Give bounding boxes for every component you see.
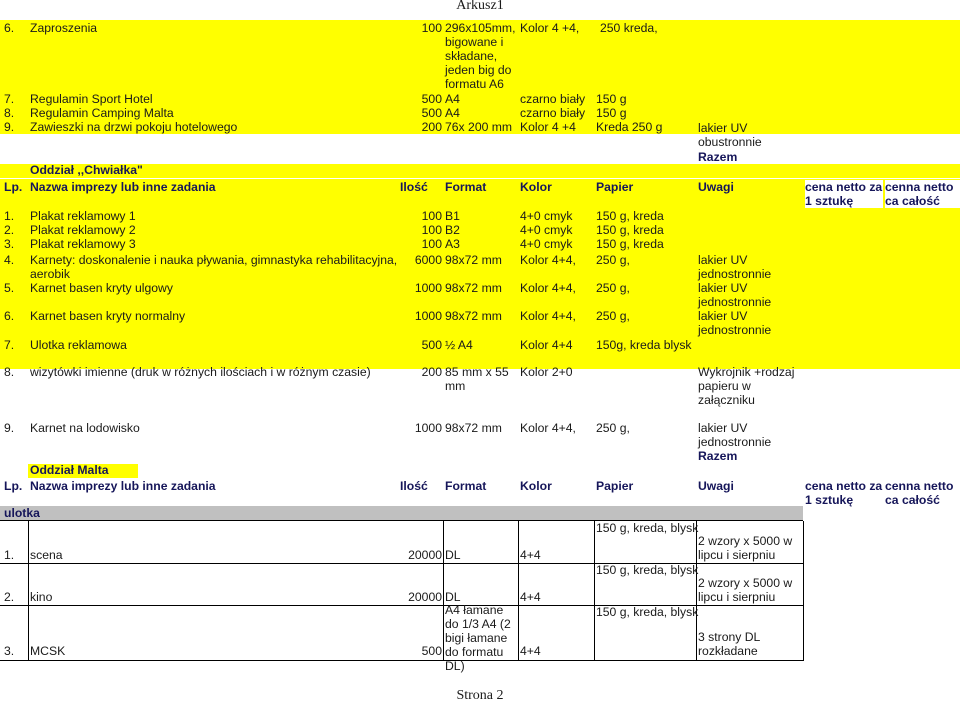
row-format: A4 xyxy=(445,92,460,106)
row-notes: lakier UV obustronnie xyxy=(698,121,762,149)
row-qty: 1000 xyxy=(414,281,442,295)
row-format: 85 mm x 55 mm xyxy=(445,365,509,393)
row-qty: 100 xyxy=(421,209,442,223)
header-notes: Uwagi xyxy=(698,180,734,194)
row-format: 98x72 mm xyxy=(445,421,502,435)
row-qty: 200 xyxy=(421,365,442,379)
row-qty: 500 xyxy=(421,92,442,106)
header-price-unit: cena netto za 1 sztukę xyxy=(805,479,883,507)
row-lp: 4. xyxy=(4,253,15,267)
row-lp: 7. xyxy=(4,338,15,352)
row-lp: 5. xyxy=(4,281,15,295)
row-paper: 250 g, xyxy=(596,253,630,267)
header-price-unit: cena netto za 1 sztukę xyxy=(805,180,883,208)
row-notes: 2 wzory x 5000 w lipcu i sierpniu xyxy=(698,576,793,604)
row-color: 4+0 cmyk xyxy=(520,223,573,237)
row-paper: 150 g, kreda, blysk xyxy=(596,563,699,577)
row-format: B2 xyxy=(445,223,460,237)
row-notes: lakier UV jednostronnie xyxy=(698,421,772,449)
row-color: czarno biały xyxy=(520,92,586,106)
header-paper: Papier xyxy=(596,479,634,493)
row-format: A3 xyxy=(445,237,460,251)
row-paper: 250 g, xyxy=(596,309,630,323)
row-color: Kolor 4 +4, xyxy=(520,21,580,35)
row-color: Kolor 4+4, xyxy=(520,281,576,295)
row-qty: 20000 xyxy=(408,548,442,562)
row-lp: 1. xyxy=(4,209,15,223)
header-color: Kolor xyxy=(520,180,552,194)
row-paper: 250 g, xyxy=(596,281,630,295)
row-color: Kolor 4+4 xyxy=(520,338,573,352)
header-format: Format xyxy=(445,180,487,194)
row-name: Regulamin Camping Malta xyxy=(30,106,174,120)
row-color: Kolor 2+0 xyxy=(520,365,573,379)
header-color: Kolor xyxy=(520,479,552,493)
row-name: Ulotka reklamowa xyxy=(30,338,127,352)
row-name: Plakat reklamowy 3 xyxy=(30,237,136,251)
row-color: 4+0 cmyk xyxy=(520,237,573,251)
row-name: wizytówki imienne (druk w różnych ilościach i w różnym czasie) xyxy=(30,365,371,379)
row-lp: 6. xyxy=(4,309,15,323)
row-paper: 150 g, kreda xyxy=(596,237,664,251)
row-paper: 150 g, kreda, blysk xyxy=(596,521,699,535)
row-lp: 8. xyxy=(4,106,15,120)
row-color: Kolor 4+4, xyxy=(520,421,576,435)
row-color: Kolor 4+4, xyxy=(520,253,576,267)
row-name: Regulamin Sport Hotel xyxy=(30,92,153,106)
section-title-bar xyxy=(0,164,960,178)
row-paper: 150 g xyxy=(596,92,627,106)
row-qty: 100 xyxy=(421,21,442,35)
row-name: kino xyxy=(30,590,53,604)
row-format: ½ A4 xyxy=(445,338,473,352)
row-qty: 100 xyxy=(421,223,442,237)
row-color: 4+4 xyxy=(520,644,541,658)
section-title: Oddział ,,Chwiałka" xyxy=(30,163,143,177)
row-format: A4 xyxy=(445,106,460,120)
header-name: Nazwa imprezy lub inne zadania xyxy=(30,180,216,194)
row-qty: 1000 xyxy=(414,309,442,323)
row-paper: 150 g, kreda, blysk xyxy=(596,605,699,619)
row-format: 98x72 mm xyxy=(445,309,502,323)
row-name: Plakat reklamowy 2 xyxy=(30,223,136,237)
row-paper: Kreda 250 g xyxy=(596,120,663,134)
row-lp: 2. xyxy=(4,590,15,604)
row-lp: 7. xyxy=(4,92,15,106)
header-qty: Ilość xyxy=(400,479,428,493)
row-format: DL xyxy=(445,548,461,562)
row-notes: 3 strony DL rozkładane xyxy=(698,630,760,658)
razem-label: Razem xyxy=(698,449,738,463)
row-lp: 2. xyxy=(4,223,15,237)
row-color: Kolor 4+4, xyxy=(520,309,576,323)
row-notes: lakier UV jednostronnie xyxy=(698,253,772,281)
header-notes: Uwagi xyxy=(698,479,734,493)
row-notes: lakier UV jednostronnie xyxy=(698,309,772,337)
group-row xyxy=(0,506,803,520)
row-format: 98x72 mm xyxy=(445,281,502,295)
row-format: DL xyxy=(445,590,461,604)
row-name: Karnet na lodowisko xyxy=(30,421,140,435)
page-footer: Strona 2 xyxy=(456,688,504,703)
row-name: Zawieszki na drzwi pokoju hotelowego xyxy=(30,120,238,134)
header-paper: Papier xyxy=(596,180,634,194)
row-name: Plakat reklamowy 1 xyxy=(30,209,136,223)
page-header: Arkusz1 xyxy=(456,0,504,13)
row-paper: 150 g, kreda xyxy=(596,209,664,223)
razem-label: Razem xyxy=(698,150,738,164)
row-color: czarno biały xyxy=(520,106,586,120)
row-paper: 150g, kreda blysk xyxy=(596,338,692,352)
row-qty: 6000 xyxy=(414,253,442,267)
header-format: Format xyxy=(445,479,487,493)
row-qty: 200 xyxy=(421,120,442,134)
row-lp: 3. xyxy=(4,644,15,658)
header-name: Nazwa imprezy lub inne zadania xyxy=(30,479,216,493)
row-paper: 250 kreda, xyxy=(600,21,658,35)
row-paper: 150 g xyxy=(596,106,627,120)
row-qty: 500 xyxy=(421,644,442,658)
row-name: Karnety: doskonalenie i nauka pływania, gimnastyka rehabilitacyjna, aerobik xyxy=(30,253,398,281)
row-lp: 3. xyxy=(4,237,15,251)
row-color: 4+4 xyxy=(520,590,541,604)
top-rows-block xyxy=(0,20,960,134)
row-format: 98x72 mm xyxy=(445,253,502,267)
row-format: 296x105mm, bigowane i składane, jeden big do formatu A6 xyxy=(445,21,516,91)
group-label: ulotka xyxy=(4,506,40,520)
row-notes: 2 wzory x 5000 w lipcu i sierpniu xyxy=(698,534,793,562)
row-format: A4 łamane do 1/3 A4 (2 bigi łamane do formatu DL) xyxy=(445,603,511,673)
row-name: scena xyxy=(30,548,63,562)
row-qty: 500 xyxy=(421,106,442,120)
row-name: Karnet basen kryty ulgowy xyxy=(30,281,173,295)
row-format: 76x 200 mm xyxy=(445,120,513,134)
row-notes: lakier UV jednostronnie xyxy=(698,281,772,309)
header-lp: Lp. xyxy=(4,180,23,194)
row-color: 4+0 cmyk xyxy=(520,209,573,223)
row-lp: 9. xyxy=(4,421,15,435)
row-lp: 9. xyxy=(4,120,15,134)
row-lp: 8. xyxy=(4,365,15,379)
section-title: Oddział Malta xyxy=(30,463,109,477)
row-qty: 500 xyxy=(421,338,442,352)
row-color: Kolor 4 +4 xyxy=(520,120,576,134)
row-name: MCSK xyxy=(30,644,66,658)
row-notes: Wykrojnik +rodzaj papieru w załączniku xyxy=(698,365,795,407)
row-name: Zaproszenia xyxy=(30,21,98,35)
row-format: B1 xyxy=(445,209,460,223)
row-name: Karnet basen kryty normalny xyxy=(30,309,186,323)
header-price-total: cenna netto ca całość xyxy=(885,180,960,208)
row-qty: 20000 xyxy=(408,590,442,604)
row-qty: 100 xyxy=(421,237,442,251)
header-lp: Lp. xyxy=(4,479,23,493)
row-paper: 150 g, kreda xyxy=(596,223,664,237)
row-paper: 250 g, xyxy=(596,421,630,435)
header-price-total: cenna netto ca całość xyxy=(885,479,954,507)
row-qty: 1000 xyxy=(414,421,442,435)
header-qty: Ilość xyxy=(400,180,428,194)
row-color: 4+4 xyxy=(520,548,541,562)
row-lp: 6. xyxy=(4,21,15,35)
row-lp: 1. xyxy=(4,548,15,562)
